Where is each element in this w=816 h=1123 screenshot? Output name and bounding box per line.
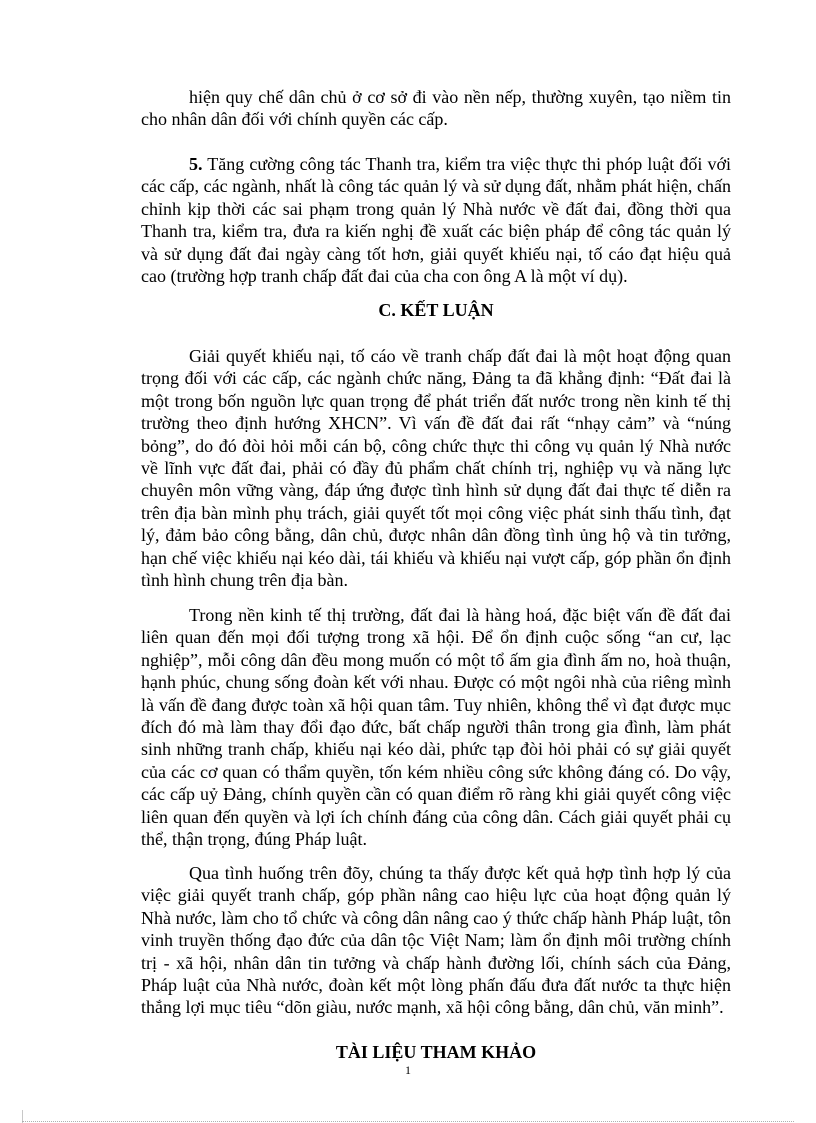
page-number: 1 xyxy=(405,1063,411,1077)
section-heading-conclusion: C. KẾT LUẬN xyxy=(378,300,494,320)
section-heading-references: TÀI LIỆU THAM KHẢO xyxy=(335,1042,537,1062)
paragraph-conclusion-3 xyxy=(141,862,731,1019)
paragraph-continuation xyxy=(141,86,731,131)
paragraph-text: Qua tình huống trên đõy, chúng ta thấy được kết quả hợp tình hợp lý của việc giải quyết tranh chấp, góp phần nâng cao hiệu lực của hoạt động quản lý Nhà nước, làm cho tổ chức và công dân nâng cao ý thức chấp hành Pháp luật, tôn vinh truyền thống đạo đức của dân tộc Việt Nam; làm ổn định môi trường chính trị - xã hội, nhân dân tin tưởng và chấp hành đường lối, chính sách của Đảng, Pháp luật của Nhà nước, đoàn kết một lòng phấn đấu đưa đất nước ta thực hiện thắng lợi mục tiêu “dõn giàu, nước mạnh, xã hội công bằng, dân chủ, văn minh”. xyxy=(141,863,731,1018)
paragraph-conclusion-2 xyxy=(141,604,731,850)
paragraph-text: hiện quy chế dân chủ ở cơ sở đi vào nền nếp, thường xuyên, tạo niềm tin cho nhân dân đối với chính quyền các cấp. xyxy=(141,87,731,130)
paragraph-conclusion-1 xyxy=(141,345,731,591)
paragraph-text: Trong nền kinh tế thị trường, đất đai là hàng hoá, đặc biệt vấn đề đất đai liên quan đến mọi đối tượng trong xã hội. Để ổn định cuộc sống “an cư, lạc nghiệp”, mỗi công dân đều mong muốn có một tổ ấm gia đình ấm no, hoà thuận, hạnh phúc, chung sống đoàn kết với nhau. Được có một ngôi nhà của riêng mình là vấn đề đang được toàn xã hội quan tâm. Tuy nhiên, không thể vì đạt được mục đích đó mà làm thay đổi đạo đức, bất chấp người thân trong gia đình, làm phát sinh những tranh chấp, khiếu nại kéo dài, phức tạp đòi hỏi phải có sự giải quyết của các cơ quan có thẩm quyền, tốn kém nhiều công sức không đáng có. Do vậy, các cấp uỷ Đảng, chính quyền cần có quan điểm rõ ràng khi giải quyết công việc liên quan đến quyền và lợi ích chính đáng của công dân. Cách giải quyết phải cụ thể, thận trọng, đúng Pháp luật. xyxy=(141,605,731,850)
paragraph-text: Giải quyết khiếu nại, tố cáo về tranh chấp đất đai là một hoạt động quan trọng đối với các cấp, các ngành chức năng, Đảng ta đã khẳng định: “Đất đai là một trong bốn nguồn lực quan trọng để phát triển đất nước trong nền kinh tế thị trường theo định hướng XHCN”. Vì vấn đề đất đai rất “nhạy cảm” và “núng bỏng”, do đó đòi hỏi mỗi cán bộ, công chức thực thi công vụ quản lý Nhà nước về lĩnh vực đất đai, phải có đầy đủ phẩm chất chính trị, nghiệp vụ và năng lực chuyên môn vững vàng, đáp ứng được tình hình sử dụng đất đai thực tế diễn ra trên địa bàn mình phụ trách, giải quyết tốt mọi công việc phát sinh thấu tình, đạt lý, đảm bảo công bằng, dân chủ, được nhân dân đồng tình ủng hộ và tin tưởng, hạn chế việc khiếu nại kéo dài, tái khiếu và khiếu nại vượt cấp, góp phần ổn định tình hình chung trên địa bàn. xyxy=(141,346,731,591)
item-number: 5. xyxy=(189,154,203,174)
page-bottom-rule xyxy=(22,1121,794,1122)
paragraph-item-5 xyxy=(141,153,731,287)
paragraph-text: Tăng cường công tác Thanh tra, kiểm tra việc thực thi phóp luật đối với các cấp, các ngành, nhất là công tác quản lý và sử dụng đất, nhằm phát hiện, chấn chỉnh kịp thời các sai phạm trong quản lý Nhà nước về đất đai, đồng thời qua Thanh tra, kiểm tra, đưa ra kiến nghị đề xuất các biện pháp để công tác quản lý và sử dụng đất đai ngày càng tốt hơn, giải quyết khiếu nại, tố cáo đạt hiệu quả cao (trường hợp tranh chấp đất đai của cha con ông A là một ví dụ). xyxy=(141,154,731,287)
